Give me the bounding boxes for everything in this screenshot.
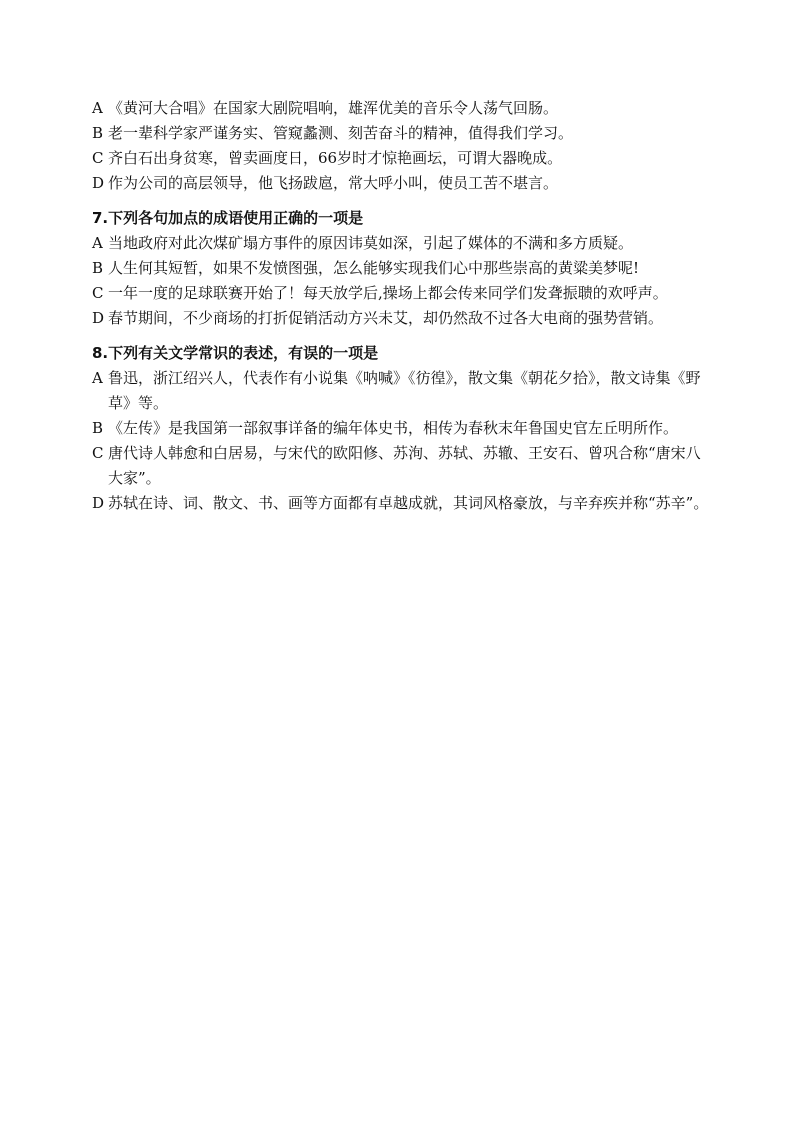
option-letter: D xyxy=(92,494,105,512)
option-d xyxy=(92,491,712,516)
option-letter: C xyxy=(92,149,104,167)
question-title: 8.下列有关文学常识的表述，有误的一项是 xyxy=(92,344,379,362)
option-c xyxy=(92,146,712,171)
option-d xyxy=(92,171,712,196)
option-letter: C xyxy=(92,284,104,302)
option-letter: B xyxy=(92,419,104,437)
option-text: 《黄河大合唱》在国家大剧院唱响，雄浑优美的音乐令人荡气回肠。 xyxy=(108,99,559,117)
option-d xyxy=(92,306,712,331)
option-letter: C xyxy=(92,444,104,462)
option-text: 当地政府对此次煤矿塌方事件的原因讳莫如深，引起了媒体的不满和多方质疑。 xyxy=(108,234,634,252)
option-text: 春节期间，不少商场的打折促销活动方兴未艾，却仍然敌不过各大电商的强势营销。 xyxy=(108,309,664,327)
option-text: 鲁迅，浙江绍兴人，代表作有小说集《呐喊》《彷徨》，散文集《朝花夕拾》，散文诗集《野草》等。 xyxy=(108,369,701,412)
option-text: 苏轼在诗、词、散文、书、画等方面都有卓越成就，其词风格豪放，与辛弃疾并称“苏辛”。 xyxy=(108,494,709,512)
option-a xyxy=(92,366,712,416)
option-text: 作为公司的高层领导，他飞扬跋扈，常大呼小叫，使员工苦不堪言。 xyxy=(108,174,559,192)
option-letter: B xyxy=(92,124,104,142)
option-text: 老一辈科学家严谨务实、管窥蠡测、刻苦奋斗的精神，值得我们学习。 xyxy=(108,124,574,142)
option-letter: D xyxy=(92,309,105,327)
question-6-options xyxy=(92,96,712,196)
option-c xyxy=(92,441,712,491)
option-letter: B xyxy=(92,259,104,277)
option-b xyxy=(92,121,712,146)
option-text: 人生何其短暂，如果不发愤图强，怎么能够实现我们心中那些崇高的黄粱美梦呢! xyxy=(108,259,640,277)
option-a xyxy=(92,231,712,256)
option-text: 《左传》是我国第一部叙事详备的编年体史书，相传为春秋末年鲁国史官左丘明所作。 xyxy=(108,419,679,437)
question-7 xyxy=(92,206,712,331)
option-letter: D xyxy=(92,174,105,192)
option-b xyxy=(92,256,712,281)
option-text: 唐代诗人韩愈和白居易，与宋代的欧阳修、苏洵、苏轼、苏辙、王安石、曾巩合称“唐宋八大家”。 xyxy=(108,444,701,487)
option-letter: A xyxy=(92,99,103,117)
option-text: 齐白石出身贫寒，曾卖画度日，66岁时才惊艳画坛，可谓大器晚成。 xyxy=(108,149,563,167)
document-page xyxy=(92,96,712,516)
option-b xyxy=(92,416,712,441)
option-text: 一年一度的足球联赛开始了！每天放学后,操场上都会传来同学们发聋振聩的欢呼声。 xyxy=(108,284,668,302)
option-letter: A xyxy=(92,369,103,387)
question-title: 7.下列各句加点的成语使用正确的一项是 xyxy=(92,209,364,227)
option-letter: A xyxy=(92,234,103,252)
question-8 xyxy=(92,341,712,516)
option-c xyxy=(92,281,712,306)
option-a xyxy=(92,96,712,121)
